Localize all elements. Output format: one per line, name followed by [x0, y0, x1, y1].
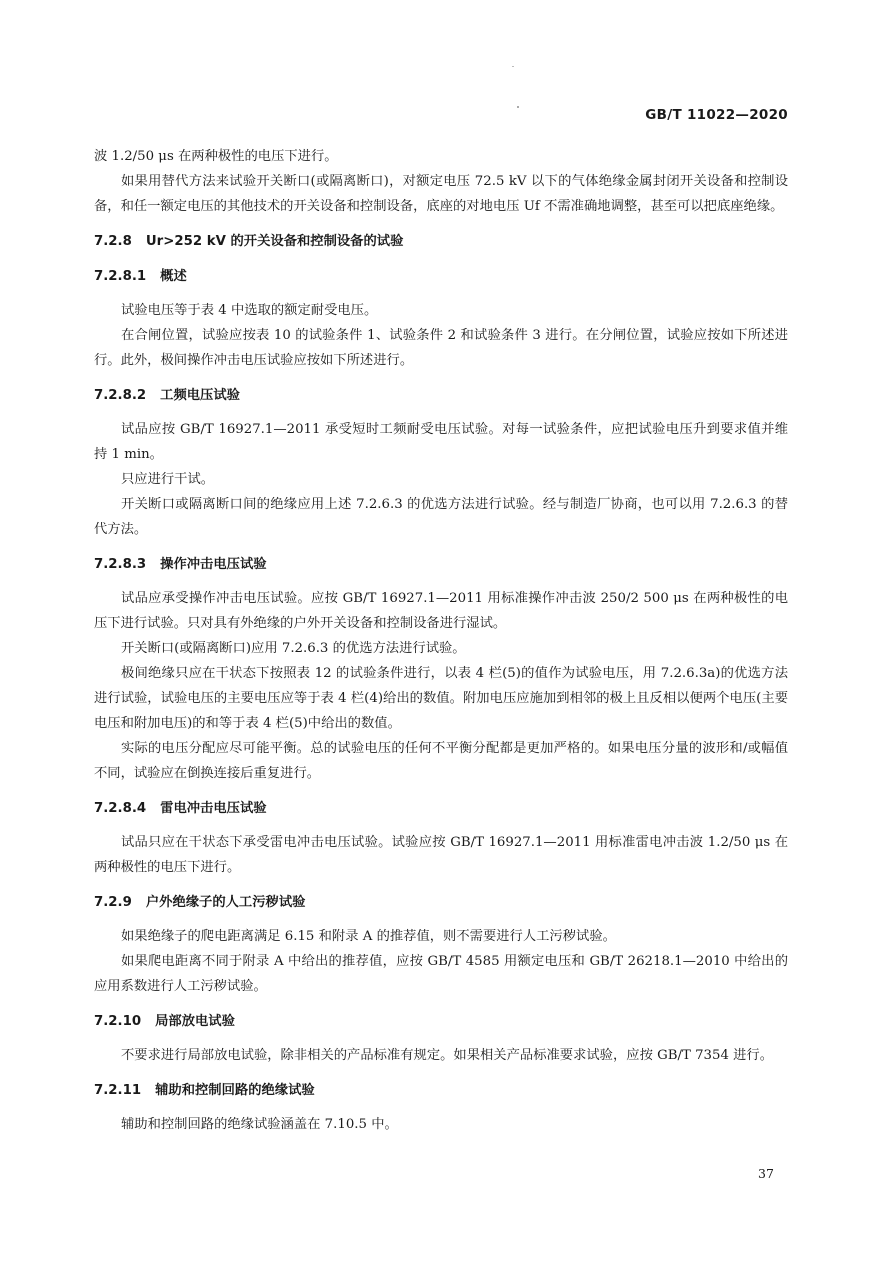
scan-speck	[517, 106, 519, 108]
section-title: 操作冲击电压试验	[160, 557, 267, 572]
scan-speck	[512, 66, 514, 67]
paragraph: 如果用替代方法来试验开关断口(或隔离断口)，对额定电压 72.5 kV 以下的气体绝缘金属封闭开关设备和控制设备，和任一额定电压的其他技术的开关设备和控制设备，底座的对地电压 Uf 不需准确地调整，甚至可以把底座绝缘。	[94, 174, 788, 214]
section-heading	[94, 552, 788, 577]
page-number: 37	[758, 1166, 774, 1181]
section-number: 7.2.11	[94, 1083, 142, 1098]
section-title: 户外绝缘子的人工污秽试验	[145, 895, 306, 910]
paragraph: 波 1.2/50 μs 在两种极性的电压下进行。	[94, 149, 338, 164]
section-heading	[94, 264, 788, 289]
section-number: 7.2.8.4	[94, 801, 147, 816]
section-number: 7.2.8.1	[94, 269, 147, 284]
paragraph: 试品只应在干状态下承受雷电冲击电压试验。试验应按 GB/T 16927.1—2011 用标准雷电冲击波 1.2/50 μs 在两种极性的电压下进行。	[94, 835, 788, 875]
section-number: 7.2.8.2	[94, 388, 147, 403]
section-number: 7.2.10	[94, 1014, 142, 1029]
paragraph: 如果爬电距离不同于附录 A 中给出的推荐值，应按 GB/T 4585 用额定电压和 GB/T 26218.1—2010 中给出的应用系数进行人工污秽试验。	[94, 954, 788, 994]
paragraph: 极间绝缘只应在干状态下按照表 12 的试验条件进行，以表 4 栏(5)的值作为试验电压，用 7.2.6.3a)的优选方法进行试验，试验电压的主要电压应等于表 4 栏(4)给出的数值。附加电压应施加到相邻的极上且反相以便两个电压(主要电压和附加电压)的和等于表 4 栏(5)中给出的数值。	[94, 666, 788, 731]
section-number: 7.2.8.3	[94, 557, 147, 572]
section-title: 工频电压试验	[160, 388, 240, 403]
paragraph: 试品应按 GB/T 16927.1—2011 承受短时工频耐受电压试验。对每一试验条件，应把试验电压升到要求值并维持 1 min。	[94, 422, 788, 462]
paragraph: 开关断口或隔离断口间的绝缘应用上述 7.2.6.3 的优选方法进行试验。经与制造厂协商，也可以用 7.2.6.3 的替代方法。	[94, 497, 788, 537]
section-number: 7.2.8	[94, 234, 132, 249]
section-title: 辅助和控制回路的绝缘试验	[155, 1083, 315, 1098]
paragraph: 试验电压等于表 4 中选取的额定耐受电压。	[121, 303, 378, 318]
paragraph: 在合闸位置，试验应按表 10 的试验条件 1、试验条件 2 和试验条件 3 进行。在分闸位置，试验应按如下所述进行。此外，极间操作冲击电压试验应按如下所述进行。	[94, 328, 788, 368]
body-text	[94, 144, 788, 1137]
section-heading	[94, 383, 788, 408]
section-title: 雷电冲击电压试验	[160, 801, 267, 816]
paragraph: 只应进行干试。	[121, 472, 215, 487]
paragraph: 试品应承受操作冲击电压试验。应按 GB/T 16927.1—2011 用标准操作冲击波 250/2 500 μs 在两种极性的电压下进行试验。只对具有外绝缘的户外开关设备和控制设备进行湿试。	[94, 591, 788, 631]
paragraph: 开关断口(或隔离断口)应用 7.2.6.3 的优选方法进行试验。	[121, 641, 466, 656]
paragraph: 实际的电压分配应尽可能平衡。总的试验电压的任何不平衡分配都是更加严格的。如果电压分量的波形和/或幅值不同，试验应在倒换连接后重复进行。	[94, 741, 788, 781]
paragraph: 不要求进行局部放电试验，除非相关的产品标准有规定。如果相关产品标准要求试验，应按 GB/T 7354 进行。	[121, 1048, 774, 1063]
paragraph: 辅助和控制回路的绝缘试验涵盖在 7.10.5 中。	[121, 1117, 398, 1132]
section-title: 概述	[160, 269, 187, 284]
section-heading	[94, 229, 788, 254]
standard-code: GB/T 11022—2020	[645, 107, 788, 123]
section-number: 7.2.9	[94, 895, 132, 910]
section-heading	[94, 796, 788, 821]
section-title: Ur>252 kV 的开关设备和控制设备的试验	[145, 234, 404, 249]
section-heading	[94, 890, 788, 915]
section-heading	[94, 1078, 788, 1103]
section-title: 局部放电试验	[155, 1014, 235, 1029]
paragraph: 如果绝缘子的爬电距离满足 6.15 和附录 A 的推荐值，则不需要进行人工污秽试验。	[121, 929, 616, 944]
section-heading	[94, 1009, 788, 1034]
